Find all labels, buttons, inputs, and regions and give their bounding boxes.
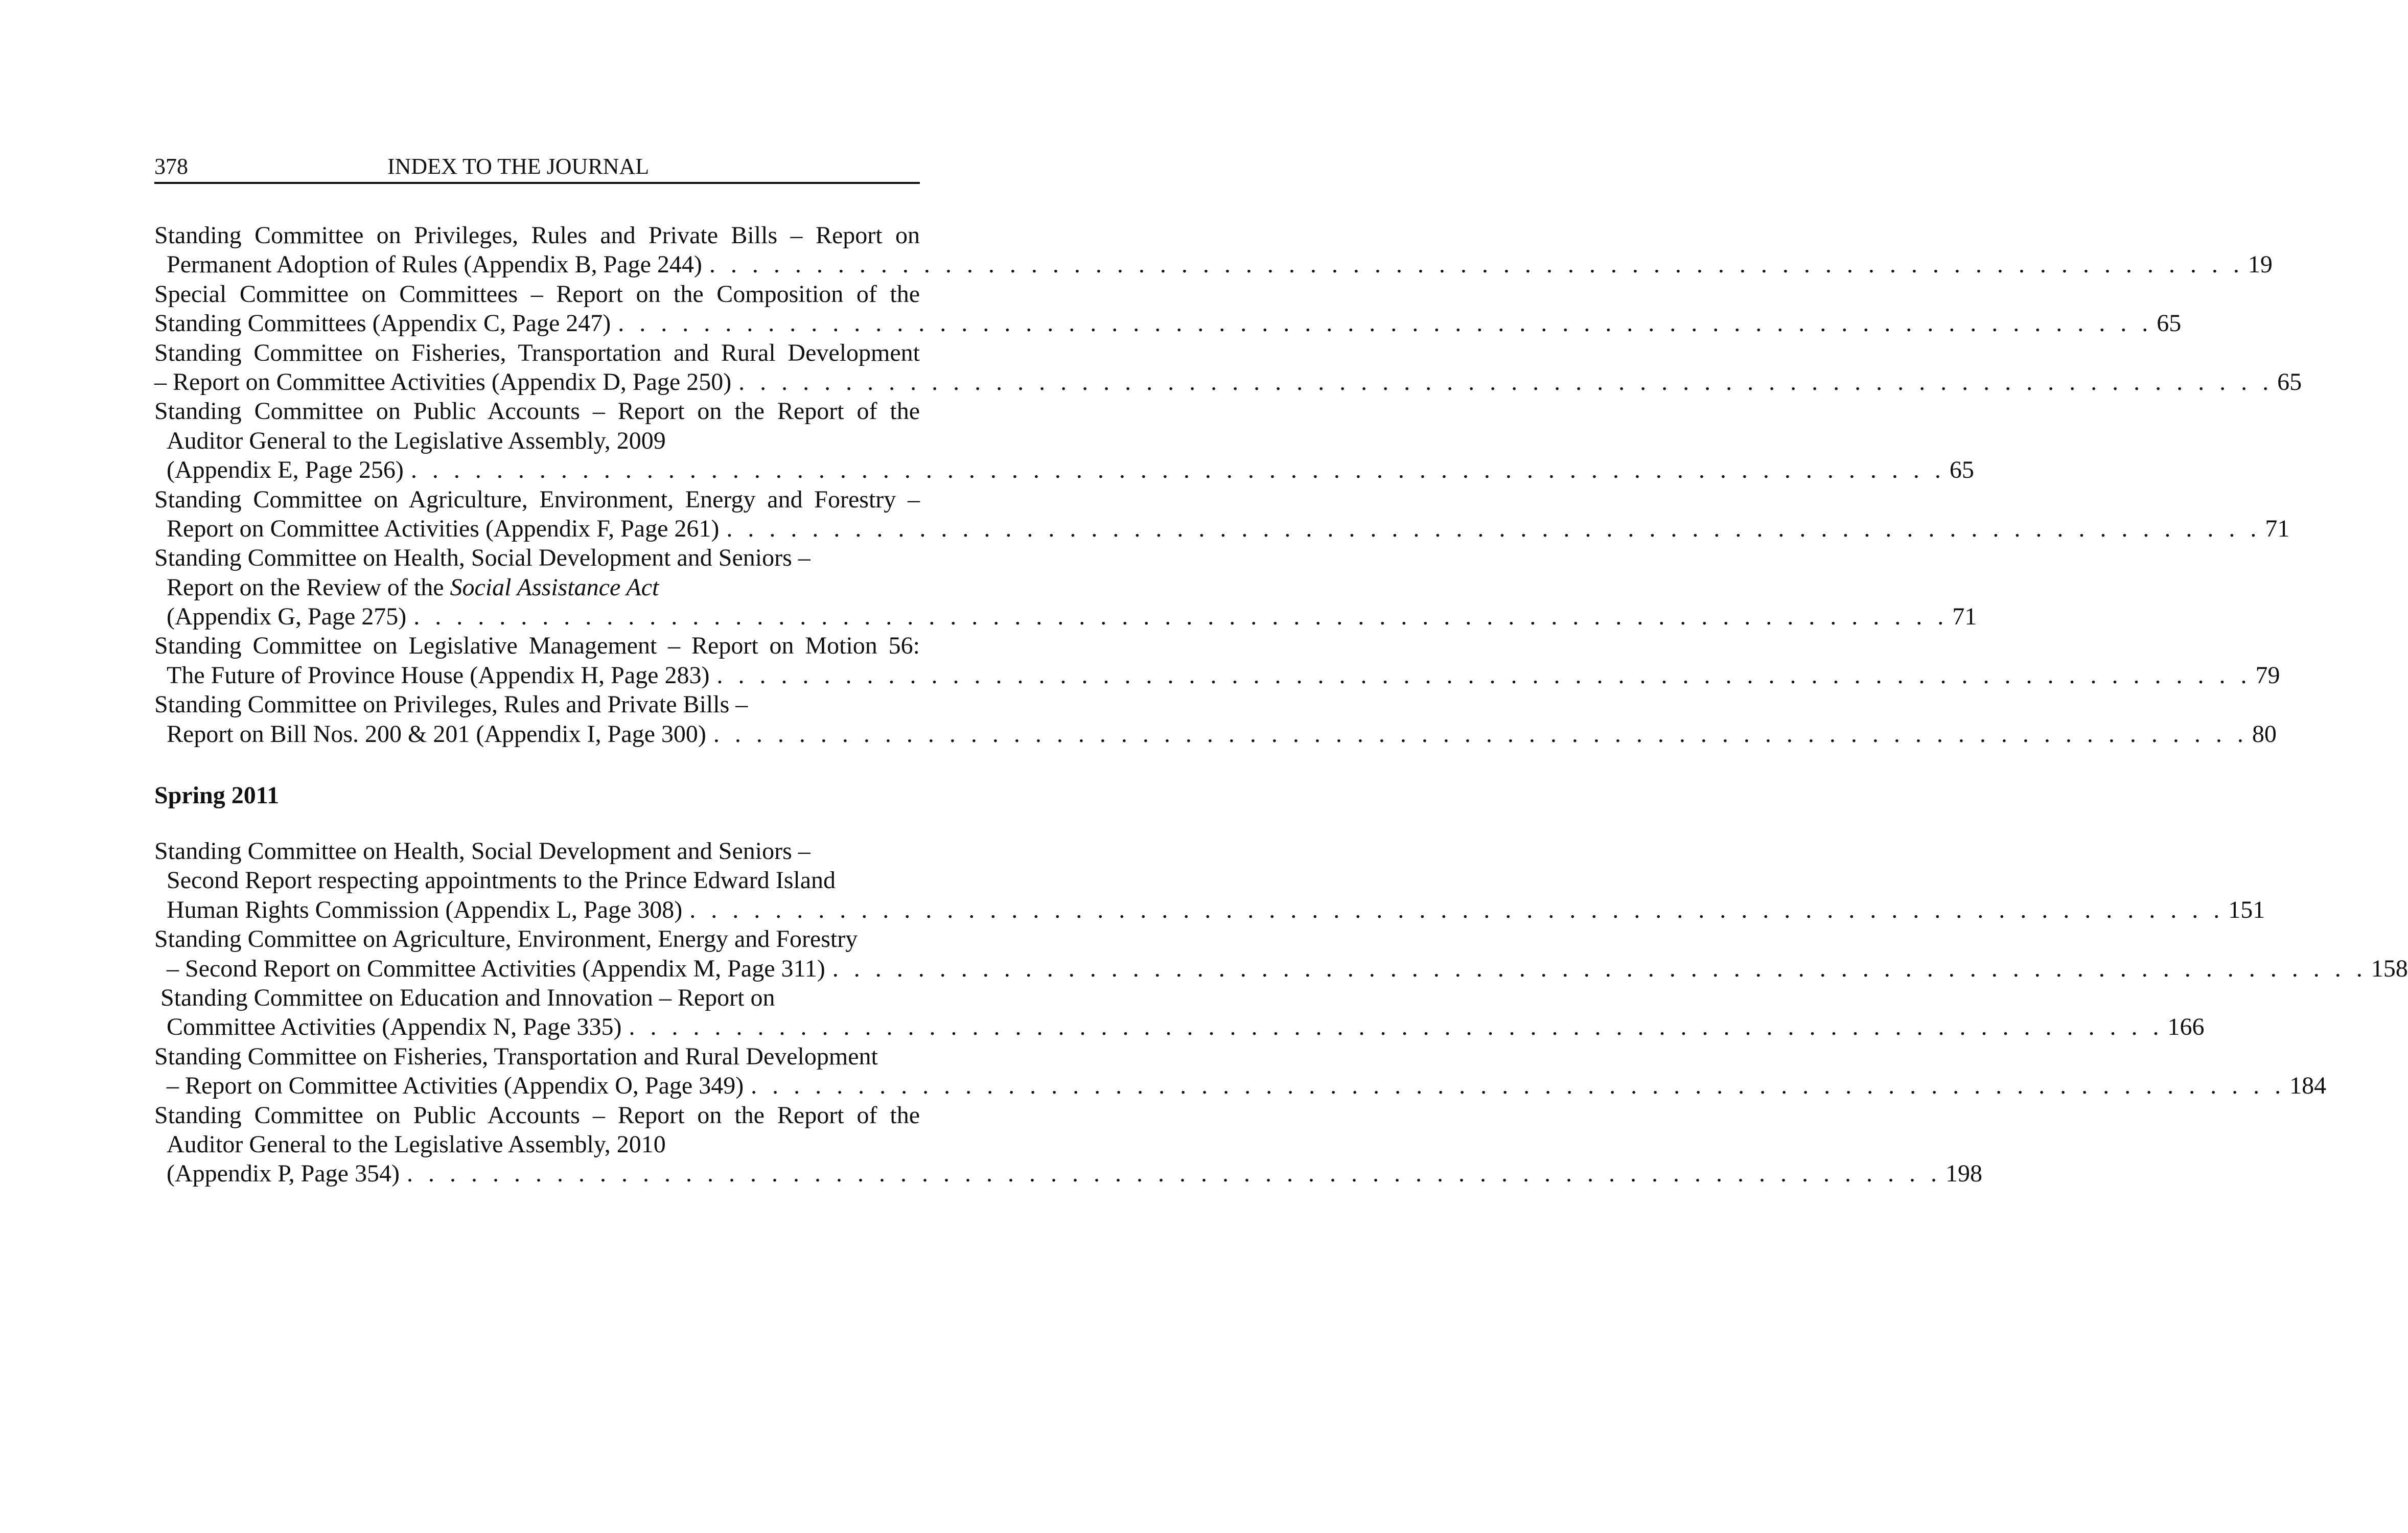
index-section-1: [154, 221, 2302, 749]
index-entry: [154, 1042, 2327, 1101]
entry-leader-line: [154, 661, 2280, 690]
act-title: Social Assistance Act: [450, 573, 659, 601]
leader-dots: . . . . . . . . . . . . . . . . . . . . . . . . . . . . . . . . . . . . . . . . . . . . . . . . . . . . . . . . . . . . . . . . . . . . . . . .: [738, 368, 2274, 396]
leader-dots: . . . . . . . . . . . . . . . . . . . . . . . . . . . . . . . . . . . . . . . . . . . . . . . . . . . . . . . . . . . . . . . . . . . . . . . .: [751, 1072, 2286, 1100]
leader-dots: . . . . . . . . . . . . . . . . . . . . . . . . . . . . . . . . . . . . . . . . . . . . . . . . . . . . . . . . . . . . . . . . . . . . . . . .: [629, 1013, 2164, 1041]
entry-line: Human Rights Commission (Appendix L, Page 308): [167, 896, 683, 923]
entry-line: Report on Bill Nos. 200 & 201 (Appendix I, Page 300): [167, 720, 706, 748]
entry-line: Standing Committee on Fisheries, Transportation and Rural Development: [154, 1042, 878, 1070]
index-entry: [154, 485, 2290, 544]
entry-line: Auditor General to the Legislative Assembly, 2010: [167, 1130, 666, 1158]
index-entry: [154, 397, 1974, 484]
index-entry: [154, 631, 2280, 690]
index-section-2: [154, 837, 2408, 1189]
entry-line: – Second Report on Committee Activities (Appendix M, Page 311): [167, 955, 825, 982]
entry-line: (Appendix P, Page 354): [167, 1160, 400, 1188]
entry-line: – Report on Committee Activities (Appendix O, Page 349): [167, 1072, 744, 1100]
index-entry: [154, 280, 2182, 338]
entry-line: Standing Committee on Health, Social Development and Seniors –: [154, 838, 811, 865]
entry-leader-line: [154, 367, 2302, 397]
entry-line: The Future of Province House (Appendix H, Page 283): [167, 661, 710, 689]
entry-line: Second Report respecting appointments to the Prince Edward Island: [167, 867, 836, 894]
leader-dots: . . . . . . . . . . . . . . . . . . . . . . . . . . . . . . . . . . . . . . . . . . . . . . . . . . . . . . . . . . . . . . . . . . . . . . . .: [832, 955, 2367, 982]
leader-dots: . . . . . . . . . . . . . . . . . . . . . . . . . . . . . . . . . . . . . . . . . . . . . . . . . . . . . . . . . . . . . . . . . . . . . . . .: [726, 515, 2261, 542]
leader-dots: . . . . . . . . . . . . . . . . . . . . . . . . . . . . . . . . . . . . . . . . . . . . . . . . . . . . . . . . . . . . . . . . . . . . . . . .: [713, 720, 2248, 748]
entry-line: – Report on Committee Activities (Appendix D, Page 250): [154, 368, 732, 396]
entry-leader-line: [154, 895, 2265, 924]
entry-leader-line: [154, 1159, 1982, 1188]
entry-line: Standing Committee on Legislative Management – Report on Motion 56:: [154, 632, 920, 660]
entry-page-number: 158: [2371, 955, 2408, 982]
leader-dots: . . . . . . . . . . . . . . . . . . . . . . . . . . . . . . . . . . . . . . . . . . . . . . . . . . . . . . . . . . . . . . . . . . . . . . . .: [716, 661, 2252, 689]
leader-dots: . . . . . . . . . . . . . . . . . . . . . . . . . . . . . . . . . . . . . . . . . . . . . . . . . . . . . . . . . . . . . . . . . . . . . . . .: [410, 456, 1946, 484]
entry-line: Standing Committee on Agriculture, Environment, Energy and Forestry: [154, 925, 858, 953]
entry-line: Committee Activities (Appendix N, Page 335): [167, 1013, 622, 1041]
entry-line: Standing Committee on Privileges, Rules and Private Bills –: [154, 691, 748, 718]
entry-page-number: 80: [2252, 720, 2277, 748]
entry-line: Standing Committee on Fisheries, Transportation and Rural Development: [154, 339, 920, 366]
entry-line: Standing Committee on Public Accounts – Report on the Report of the: [154, 1101, 920, 1129]
entry-page-number: 184: [2289, 1072, 2327, 1100]
entry-line: Permanent Adoption of Rules (Appendix B, Page 244): [167, 251, 702, 278]
entry-page-number: 166: [2167, 1013, 2205, 1041]
entry-line: Report on Committee Activities (Appendix F, Page 261): [167, 515, 720, 542]
page-number: 378: [154, 154, 188, 179]
index-entry: [154, 924, 2408, 983]
section-heading: Spring 2011: [154, 782, 280, 809]
entry-leader-line: [154, 250, 2273, 279]
entry-leader-line: [154, 602, 1977, 631]
entry-line: Standing Committee on Education and Innovation – Report on: [160, 984, 775, 1011]
index-entry: [154, 543, 1977, 631]
entry-line: Standing Committee on Privileges, Rules and Private Bills – Report on: [154, 222, 920, 249]
entry-page-number: 79: [2255, 661, 2280, 689]
entry-leader-line: [154, 954, 2408, 983]
running-title: INDEX TO THE JOURNAL: [387, 154, 650, 179]
entry-page-number: 19: [2248, 251, 2273, 278]
entry-page-number: 65: [2157, 310, 2182, 337]
entry-leader-line: [154, 514, 2290, 543]
leader-dots: . . . . . . . . . . . . . . . . . . . . . . . . . . . . . . . . . . . . . . . . . . . . . . . . . . . . . . . . . . . . . . . . . . . . . . . .: [709, 251, 2244, 278]
entry-line-text: Report on the Review of the: [167, 573, 450, 601]
entry-leader-line: [154, 309, 2182, 338]
index-entry: [154, 338, 2302, 397]
leader-dots: . . . . . . . . . . . . . . . . . . . . . . . . . . . . . . . . . . . . . . . . . . . . . . . . . . . . . . . . . . . . . . . . . . . . . . . .: [406, 1160, 1941, 1188]
entry-line: (Appendix E, Page 256): [167, 456, 404, 484]
index-entry: [154, 983, 2205, 1042]
entry-leader-line: [154, 1012, 2205, 1041]
entry-line: Standing Committee on Public Accounts – Report on the Report of the: [154, 398, 920, 425]
index-entry: [154, 690, 2277, 749]
entry-line: Standing Committees (Appendix C, Page 247): [154, 310, 611, 337]
entry-line: (Appendix G, Page 275): [167, 603, 407, 631]
entry-leader-line: [154, 1071, 2327, 1100]
entry-page-number: 65: [1949, 456, 1974, 484]
entry-line: Auditor General to the Legislative Assembly, 2009: [167, 427, 666, 454]
entry-line: Special Committee on Committees – Report on the Composition of the: [154, 280, 920, 308]
entry-page-number: 198: [1945, 1160, 1982, 1188]
entry-page-number: 71: [2265, 515, 2290, 542]
leader-dots: . . . . . . . . . . . . . . . . . . . . . . . . . . . . . . . . . . . . . . . . . . . . . . . . . . . . . . . . . . . . . . . . . . . . . . . .: [413, 603, 1949, 631]
index-entry: [154, 221, 2273, 280]
entry-page-number: 71: [1952, 603, 1977, 631]
leader-dots: . . . . . . . . . . . . . . . . . . . . . . . . . . . . . . . . . . . . . . . . . . . . . . . . . . . . . . . . . . . . . . . . . . . . . . . .: [689, 896, 2225, 923]
running-header: [154, 153, 920, 184]
index-entry: [154, 1101, 1982, 1189]
entry-page-number: 65: [2277, 368, 2302, 396]
entry-page-number: 151: [2228, 896, 2265, 923]
entry-line: Standing Committee on Agriculture, Environment, Energy and Forestry –: [154, 485, 920, 513]
entry-line: Standing Committee on Health, Social Development and Seniors –: [154, 544, 811, 572]
entry-line: [154, 573, 920, 602]
leader-dots: . . . . . . . . . . . . . . . . . . . . . . . . . . . . . . . . . . . . . . . . . . . . . . . . . . . . . . . . . . . . . . . . . . . . . . . .: [618, 310, 2153, 337]
entry-leader-line: [154, 719, 2277, 749]
index-entry: [154, 837, 2265, 924]
entry-leader-line: [154, 455, 1974, 484]
